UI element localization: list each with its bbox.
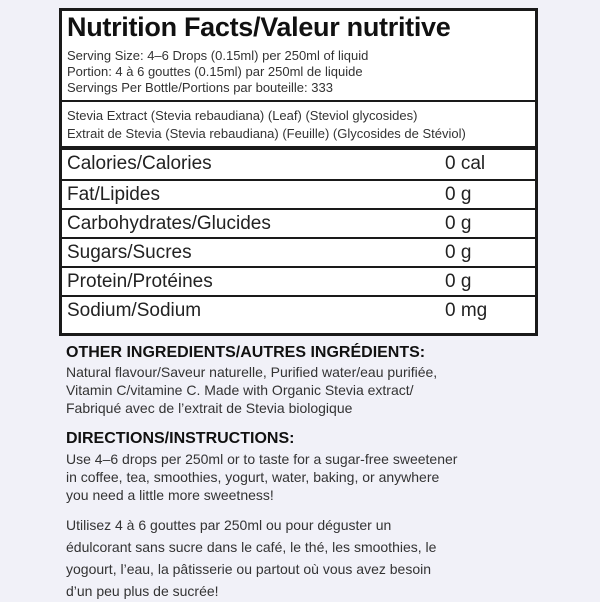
ingredient-french: Extrait de Stevia (Stevia rebaudiana) (Feuille) (Glycosides de Stéviol)	[67, 126, 466, 141]
other-ingredients-text	[66, 363, 437, 417]
text-line: yogourt, l’eau, la pâtisserie ou partout où vous avez besoin	[66, 561, 432, 577]
directions-english	[66, 450, 457, 504]
nutrition-title: Nutrition Facts/Valeur nutritive	[67, 12, 451, 42]
text-line: Utilisez 4 à 6 gouttes par 250ml ou pour déguster un	[66, 517, 392, 533]
serving-size: Serving Size: 4–6 Drops (0.15ml) per 250ml of liquid	[67, 48, 369, 63]
text-line: d’un peu plus de sucrée!	[66, 583, 219, 599]
directions-french	[66, 514, 436, 602]
nutrient-value: 0 cal	[445, 153, 486, 174]
nutrient-label: Carbohydrates/Glucides	[67, 213, 271, 234]
nutrient-value: 0 g	[445, 242, 472, 263]
nutrient-label: Calories/Calories	[67, 153, 212, 174]
text-line: Fabriqué avec de l’extrait de Stevia biologique	[66, 400, 353, 416]
nutrient-label: Fat/Lipides	[67, 184, 160, 205]
text-line: you need a little more sweetness!	[66, 487, 274, 503]
text-line: Natural flavour/Saveur naturelle, Purified water/eau purifiée,	[66, 364, 438, 380]
nutrient-value: 0 g	[445, 271, 472, 292]
text-line: édulcorant sans sucre dans le café, le thé, les smoothies, le	[66, 539, 437, 555]
text-line: in coffee, tea, smoothies, yogurt, water, baking, or anywhere	[66, 469, 440, 485]
nutrient-row-protein	[62, 266, 535, 297]
servings-per-bottle: Servings Per Bottle/Portions par bouteille: 333	[67, 80, 333, 95]
nutrient-label: Protein/Protéines	[67, 271, 213, 292]
nutrient-value: 0 mg	[445, 300, 488, 321]
ingredient-english: Stevia Extract (Stevia rebaudiana) (Leaf) (Steviol glycosides)	[67, 108, 418, 123]
nutrient-value: 0 g	[445, 184, 472, 205]
nutrient-row-sodium	[62, 295, 535, 326]
nutrient-row-calories	[62, 150, 535, 179]
nutrient-value: 0 g	[445, 213, 472, 234]
nutrient-label: Sodium/Sodium	[67, 300, 202, 321]
nutrition-facts-panel	[59, 8, 538, 336]
nutrient-row-carbohydrates	[62, 208, 535, 239]
directions-heading: DIRECTIONS/INSTRUCTIONS:	[66, 430, 295, 447]
nutrient-row-sugars	[62, 237, 535, 268]
serving-portion: Portion: 4 à 6 gouttes (0.15ml) par 250ml de liquide	[67, 64, 363, 79]
nutrient-row-fat	[62, 179, 535, 210]
divider	[62, 100, 535, 102]
nutrient-label: Sugars/Sucres	[67, 242, 192, 263]
other-ingredients-heading: OTHER INGREDIENTS/AUTRES INGRÉDIENTS:	[66, 344, 426, 361]
text-line: Vitamin C/vitamine C. Made with Organic Stevia extract/	[66, 382, 414, 398]
text-line: Use 4–6 drops per 250ml or to taste for a sugar-free sweetener	[66, 451, 458, 467]
